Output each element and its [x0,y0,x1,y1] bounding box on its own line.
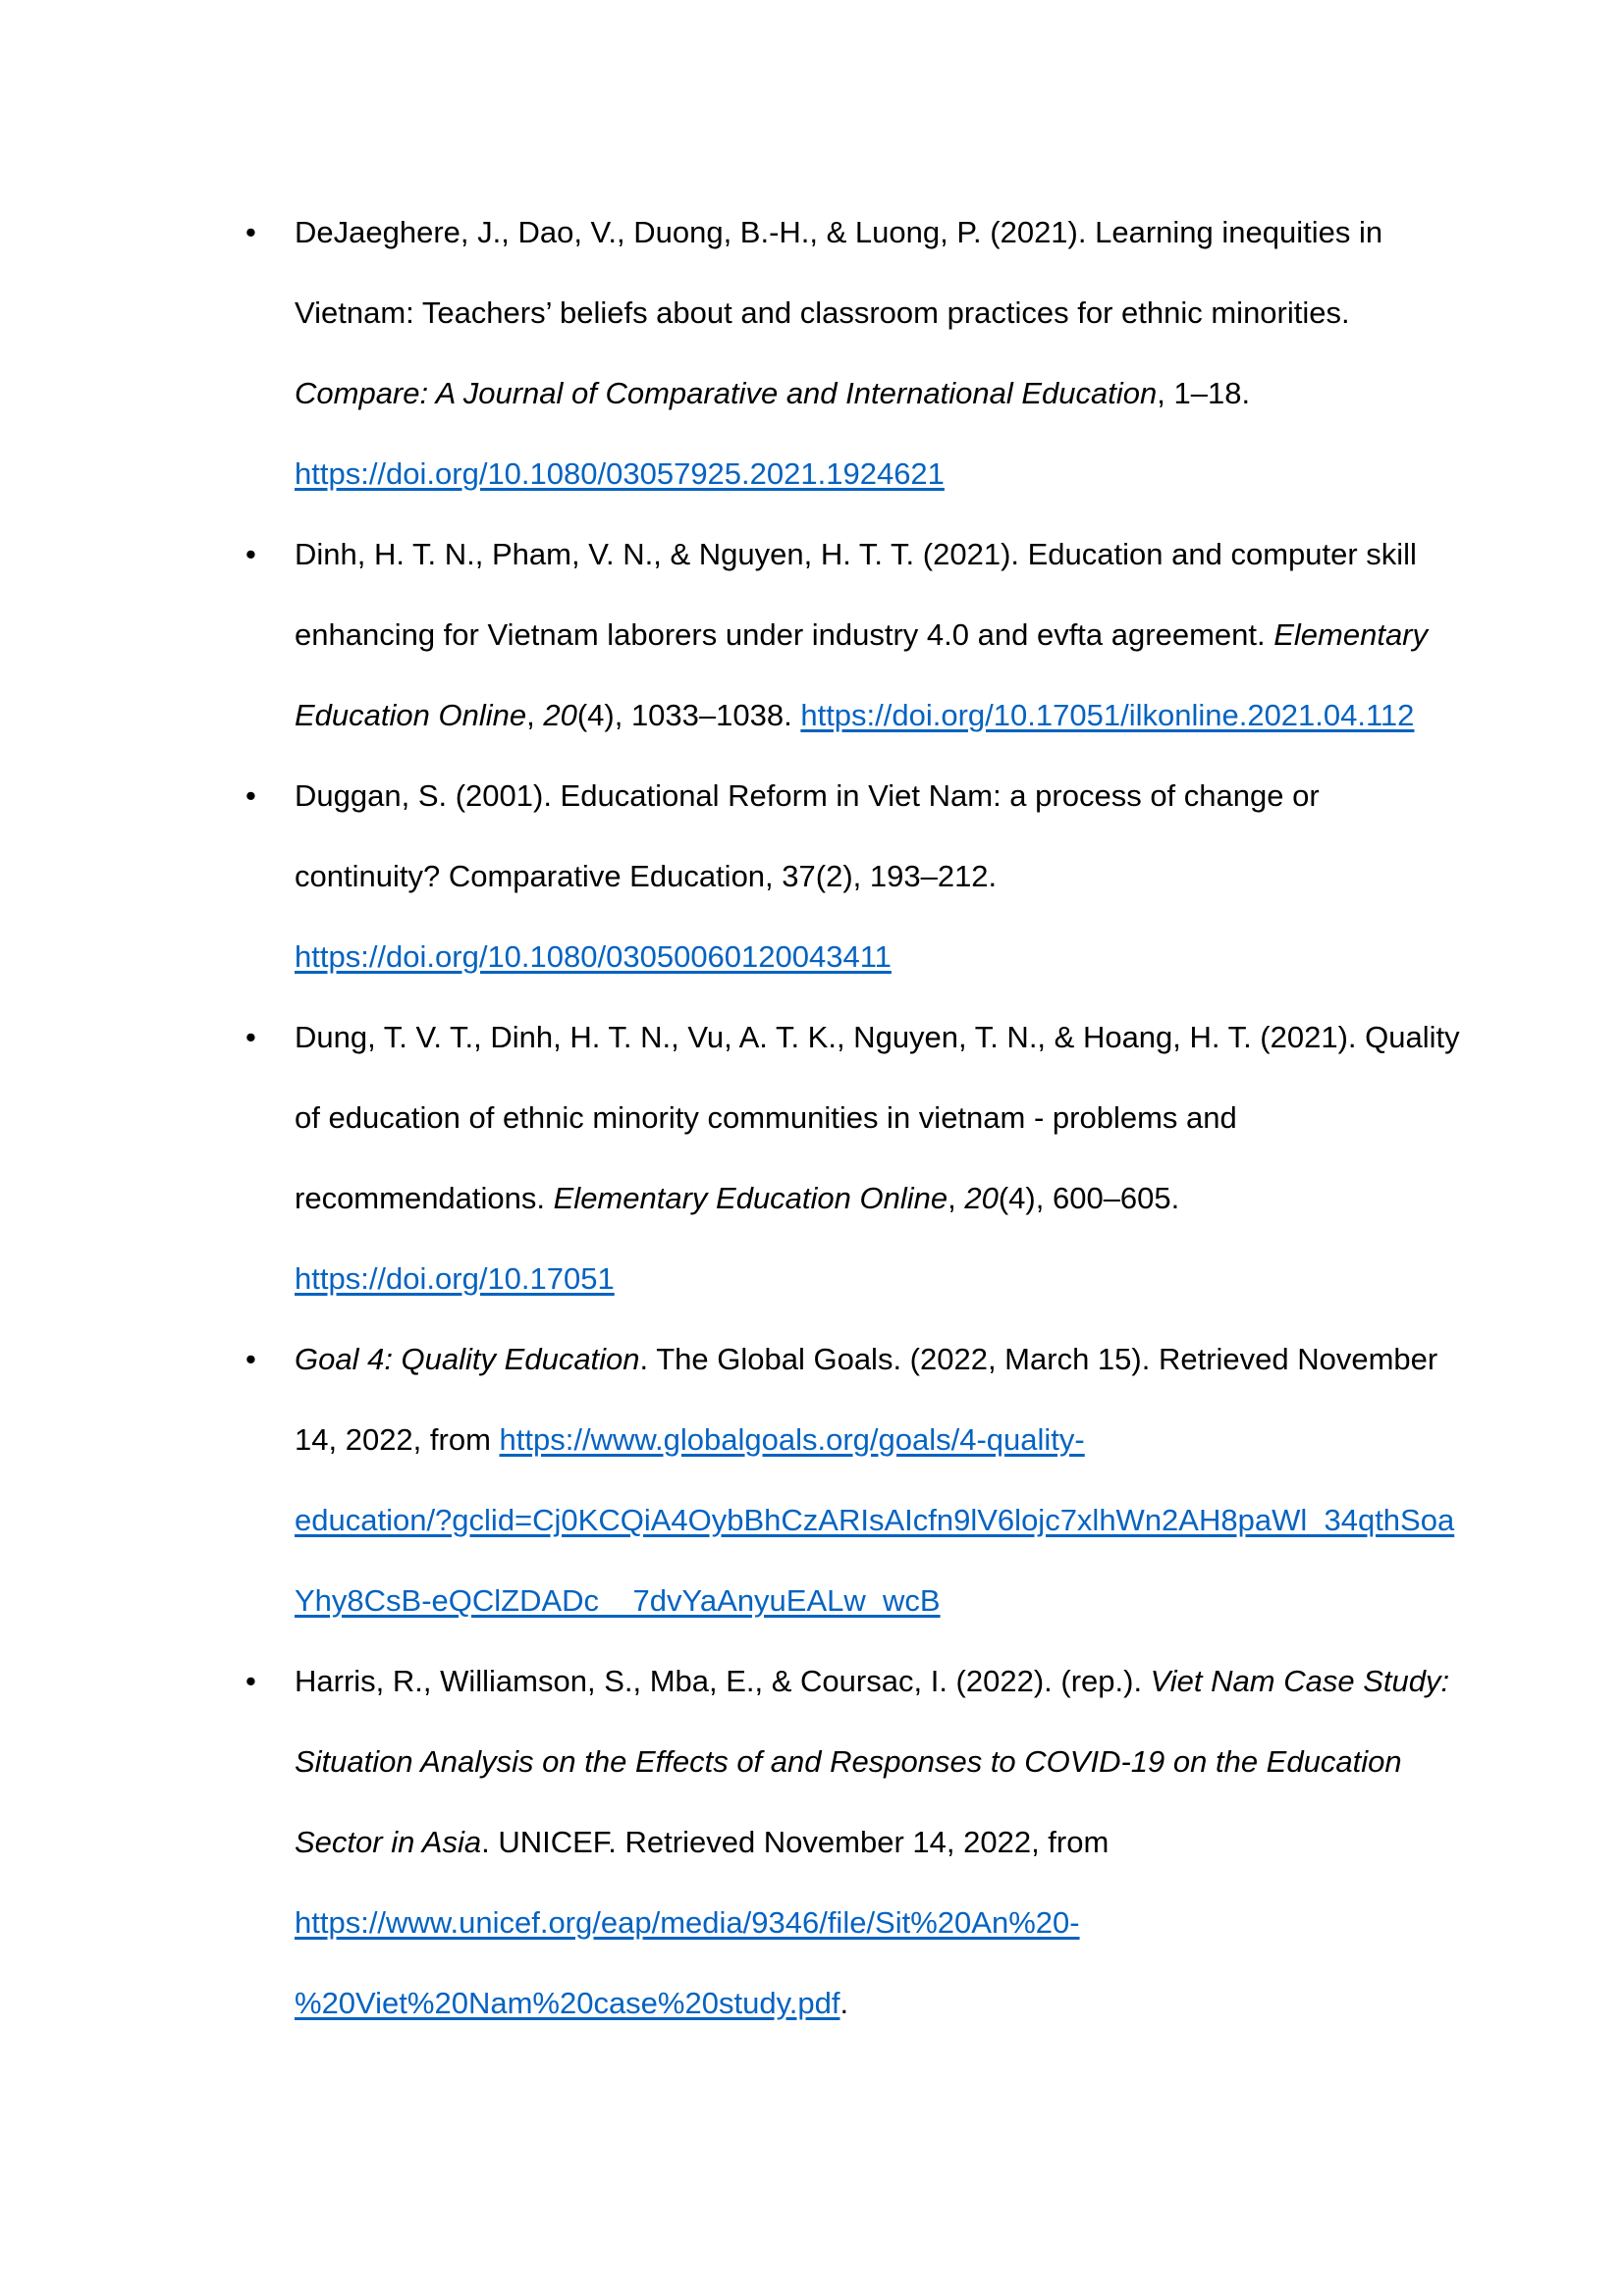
reference-line [295,997,1460,1078]
reference-line [295,1963,1443,2044]
reference-line [295,1480,1455,1561]
reference-line [295,1400,1443,1480]
reference-text: continuity? Comparative Education, 37(2), 193–212. [295,859,998,893]
reference-line [295,1239,1443,1319]
reference-line [295,1561,1443,1641]
reference-italic-text: 20 [964,1181,999,1215]
reference-text: , 1–18. [1157,376,1251,410]
reference-link[interactable]: Yhy8CsB-eQClZDADc__7dvYaAnyuEALw_wcB [295,1583,941,1618]
reference-item [245,514,1443,756]
reference-text: enhancing for Vietnam laborers under industry 4.0 and evfta agreement. [295,617,1274,652]
reference-text: Harris, R., Williamson, S., Mba, E., & Coursac, I. (2022). (rep.). [295,1664,1151,1698]
reference-italic-text: Viet Nam Case Study: [1150,1664,1450,1698]
reference-line [295,353,1443,434]
reference-link[interactable]: https://doi.org/10.17051/ilkonline.2021.04.112 [800,698,1415,732]
reference-italic-text: Situation Analysis on the Effects of and Responses to COVID-19 on the Education [295,1744,1402,1779]
reference-line [295,1802,1443,1883]
reference-text: . [839,1986,849,2020]
reference-italic-text: Compare: A Journal of Comparative and International Education [295,376,1158,410]
reference-line [295,1883,1443,1963]
reference-item [245,192,1443,514]
bullet-icon: • [245,537,256,571]
reference-text: 14, 2022, from [295,1422,500,1457]
reference-italic-text: Elementary [1273,617,1429,652]
reference-italic-text: Goal 4: Quality Education [295,1342,640,1376]
reference-text: recommendations. [295,1181,554,1215]
reference-line [295,1641,1450,1722]
bullet-icon: • [245,1342,256,1376]
reference-text: of education of ethnic minority communities in vietnam - problems and [295,1100,1237,1135]
reference-line [295,1319,1443,1400]
reference-link[interactable]: https://doi.org/10.1080/03057925.2021.1924621 [295,456,945,491]
reference-line [295,595,1443,675]
reference-item [245,1319,1455,1641]
reference-text: DeJaeghere, J., Dao, V., Duong, B.-H., & Luong, P. (2021). Learning inequities in [295,215,1383,249]
reference-text: . The Global Goals. (2022, March 15). Retrieved November [639,1342,1438,1376]
reference-link[interactable]: https://doi.org/10.17051 [295,1261,615,1296]
reference-italic-text: Sector in Asia [295,1825,482,1859]
reference-text: (4), 600–605. [998,1181,1180,1215]
reference-link[interactable]: education/?gclid=Cj0KCQiA4OybBhCzARIsAIcfn9lV6lojc7xlhWn2AH8paWl_34qthSoa [295,1503,1455,1537]
reference-line [295,1078,1443,1158]
reference-link[interactable]: %20Viet%20Nam%20case%20study.pdf [295,1986,840,2020]
reference-link[interactable]: https://doi.org/10.1080/03050060120043411 [295,939,892,974]
reference-item [245,1641,1450,2044]
reference-line [295,917,1443,997]
reference-line [295,192,1443,273]
bullet-icon: • [245,778,256,813]
reference-italic-text: 20 [543,698,577,732]
reference-text: Vietnam: Teachers’ beliefs about and classroom practices for ethnic minorities. [295,295,1350,330]
reference-text: Dung, T. V. T., Dinh, H. T. N., Vu, A. T. K., Nguyen, T. N., & Hoang, H. T. (2021). Quality [295,1020,1460,1054]
reference-line [295,675,1443,756]
reference-line [295,434,1443,514]
reference-line [295,756,1443,836]
reference-line [295,273,1443,353]
reference-text: . UNICEF. Retrieved November 14, 2022, from [481,1825,1110,1859]
reference-text: (4), 1033–1038. [576,698,801,732]
reference-line [295,514,1443,595]
reference-line [295,836,1443,917]
reference-italic-text: Elementary Education Online [553,1181,948,1215]
reference-text: Duggan, S. (2001). Educational Reform in Viet Nam: a process of change or [295,778,1320,813]
reference-text: , [526,698,544,732]
reference-line [295,1722,1443,1802]
reference-text: Dinh, H. T. N., Pham, V. N., & Nguyen, H. T. T. (2021). Education and computer skill [295,537,1417,571]
bullet-icon: • [245,1020,256,1054]
reference-text: , [947,1181,965,1215]
reference-item [245,997,1460,1319]
bullet-icon: • [245,215,256,249]
reference-line [295,1158,1443,1239]
reference-list [245,192,1460,2044]
bullet-icon: • [245,1664,256,1698]
reference-link[interactable]: https://www.globalgoals.org/goals/4-quality- [499,1422,1085,1457]
reference-italic-text: Education Online [295,698,527,732]
reference-link[interactable]: https://www.unicef.org/eap/media/9346/file/Sit%20An%20- [295,1905,1080,1940]
reference-item [245,756,1443,997]
